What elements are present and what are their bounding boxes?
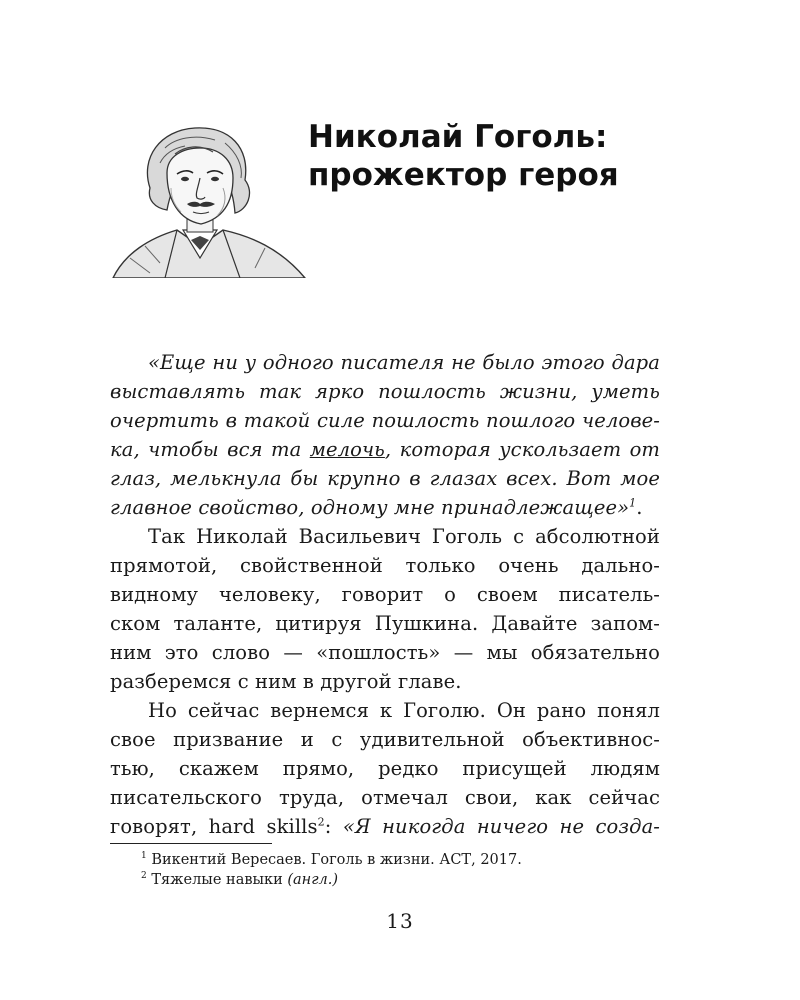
quote-line-3: очертить в такой силе пошлость пошлого челове- [110, 409, 660, 432]
footnote-2-mark: 2 [141, 871, 147, 882]
page-number: 13 [386, 909, 414, 933]
footnote-2-text: Тяжелые навыки [146, 872, 288, 888]
footnote-1-mark: 1 [141, 851, 147, 862]
p2-line-5: ним это слово — «пошлость» — мы обязательно [110, 641, 660, 664]
quote-line-4-before: ка, чтобы вся та [110, 438, 310, 461]
p3-line-4: писательского труда, отмечал свои, как сейчас [110, 786, 660, 809]
chapter-title-line1: Николай Гоголь: [308, 119, 608, 155]
p3-line-5-colon: : [324, 815, 343, 838]
footnotes [141, 850, 661, 890]
gogol-portrait-illustration [105, 118, 310, 278]
p3-line-2: свое призвание и с удивительной объективнос- [110, 728, 660, 751]
quote-line-4 [110, 435, 660, 464]
p3-line-1: Но сейчас вернемся к Гоголю. Он рано понял [148, 699, 660, 722]
quote-end: . [636, 496, 643, 519]
quote-line-5: глаз, мелькнула бы крупно в глазах всех. Вот мое [110, 467, 660, 490]
p3-line-5 [110, 812, 660, 841]
quote-paragraph [110, 348, 660, 522]
paragraph-2 [110, 522, 660, 696]
footnote-divider [110, 843, 272, 844]
paragraph-3 [110, 696, 660, 841]
footnote-1-text: Викентий Вересаев. Гоголь в жизни. АСТ, 2017. [146, 852, 522, 868]
chapter-title-line2: прожектор героя [308, 157, 619, 193]
p3-line-5-italic: «Я никогда ничего не созда- [342, 815, 660, 838]
footnote-1 [141, 850, 661, 870]
p2-line-4: ском таланте, цитируя Пушкина. Давайте запом- [110, 612, 660, 635]
footnote-2 [141, 870, 661, 890]
p3-line-3: тью, скажем прямо, редко присущей людям [110, 757, 660, 780]
p2-line-2: прямотой, свойственной только очень дально- [110, 554, 660, 577]
footnote-ref-2[interactable]: 2 [317, 815, 325, 829]
body-text [110, 348, 660, 841]
p2-line-6: разберемся с ним в другой главе. [110, 670, 462, 693]
p3-line-5-before: говорят, hard skills [110, 815, 318, 838]
p2-line-1: Так Николай Васильевич Гоголь с абсолютной [148, 525, 660, 548]
chapter-title [308, 118, 728, 194]
quote-line-6-text: главное свойство, одному мне принадлежащее» [110, 496, 630, 519]
footnote-ref-1[interactable]: 1 [629, 496, 637, 510]
quote-line-4-after: , которая ускользает от [384, 438, 661, 461]
quote-line-2: выставлять так ярко пошлость жизни, уметь [110, 380, 660, 403]
quote-line-1: «Еще ни у одного писателя не было этого дара [148, 351, 660, 374]
footnote-2-italic: (англ.) [287, 872, 339, 888]
underlined-word: мелочь [309, 438, 385, 461]
p2-line-3: видному человеку, говорит о своем писатель- [110, 583, 660, 606]
quote-line-6 [110, 493, 660, 522]
